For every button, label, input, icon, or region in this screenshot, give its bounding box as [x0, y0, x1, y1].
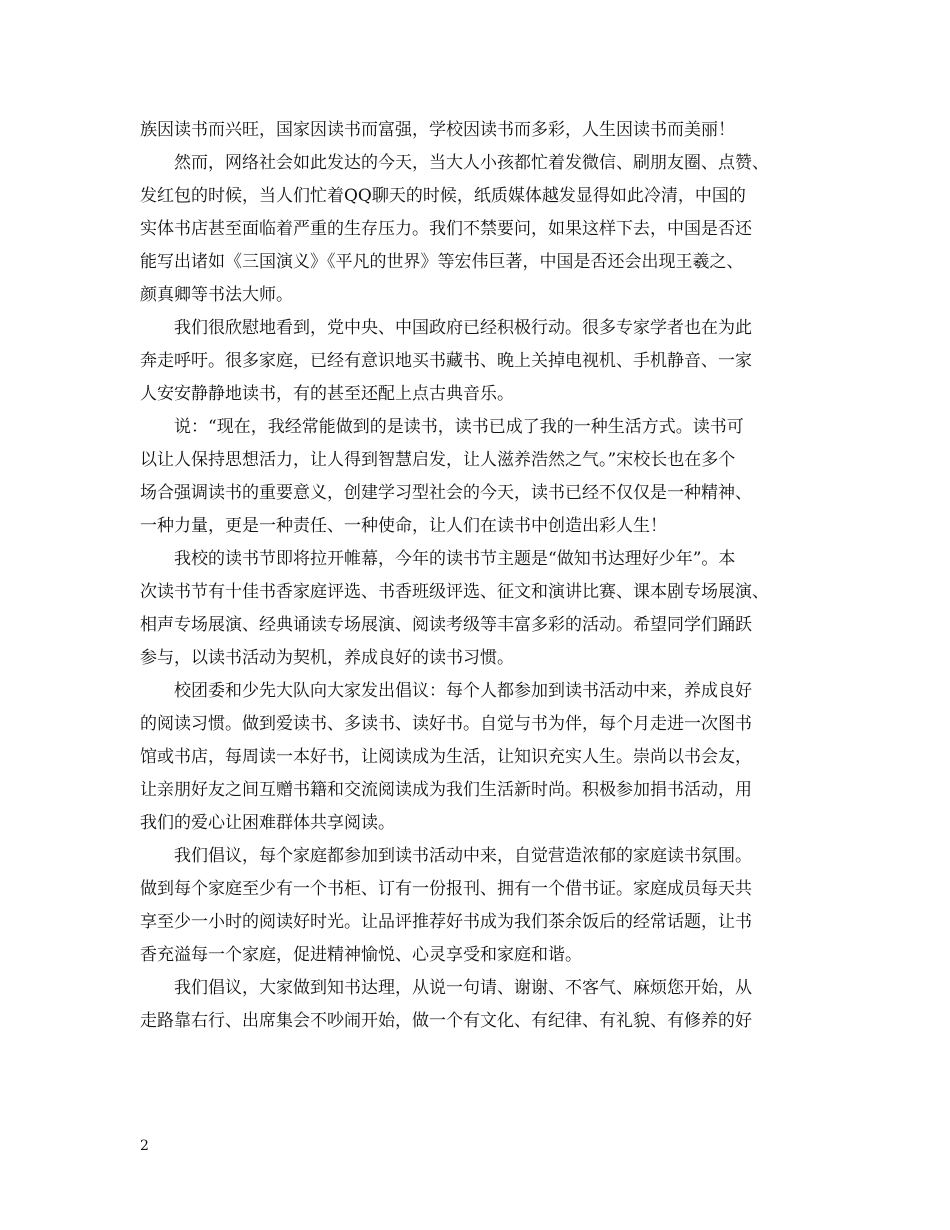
text-line: 我们倡议，大家做到知书达理，从说一句请、谢谢、不客气、麻烦您开始，从	[140, 978, 752, 998]
text-line: 发红包的时候，当人们忙着QQ聊天的时候，纸质媒体越发显得如此冷清，中国的	[140, 186, 746, 206]
text-line: 的阅读习惯。做到爱读书、多读书、读好书。自觉与书为伴，每个月走进一次图书	[140, 714, 752, 734]
text-line: 享至少一小时的阅读好时光。让品评推荐好书成为我们茶余饭后的经常话题，让书	[140, 912, 752, 932]
text-line: 馆或书店，每周读一本好书，让阅读成为生活，让知识充实人生。崇尚以书会友，	[140, 747, 752, 767]
text-line: 校团委和少先大队向大家发出倡议：每个人都参加到读书活动中来，养成良好	[140, 681, 752, 701]
text-line: 说：“现在，我经常能做到的是读书，读书已成了我的一种生活方式。读书可	[140, 417, 744, 437]
text-line: 次读书节有十佳书香家庭评选、书香班级评选、征文和演讲比赛、课本剧专场展演、	[140, 582, 769, 602]
text-line: 颜真卿等书法大师。	[140, 285, 293, 305]
text-line: 我们倡议，每个家庭都参加到读书活动中来，自觉营造浓郁的家庭读书氛围。	[140, 846, 752, 866]
text-line: 人安安静静地读书，有的甚至还配上点古典音乐。	[140, 384, 514, 404]
body-text	[140, 114, 830, 1038]
text-line: 相声专场展演、经典诵读专场展演、阅读考级等丰富多彩的活动。希望同学们踊跃	[140, 615, 752, 635]
text-line: 一种力量，更是一种责任、一种使命，让人们在读书中创造出彩人生！	[140, 516, 667, 536]
text-line: 做到每个家庭至少有一个书柜、订有一份报刊、拥有一个借书证。家庭成员每天共	[140, 879, 752, 899]
text-line: 让亲朋好友之间互赠书籍和交流阅读成为我们生活新时尚。积极参加捐书活动，用	[140, 780, 752, 800]
text-line: 实体书店甚至面临着严重的生存压力。我们不禁要问，如果这样下去，中国是否还	[140, 219, 752, 239]
text-line: 奔走呼吁。很多家庭，已经有意识地买书藏书、晚上关掉电视机、手机静音、一家	[140, 351, 752, 371]
text-line: 我们的爱心让困难群体共享阅读。	[140, 813, 395, 833]
text-line: 我们很欣慰地看到，党中央、中国政府已经积极行动。很多专家学者也在为此	[140, 318, 752, 338]
text-line: 族因读书而兴旺，国家因读书而富强，学校因读书而多彩，人生因读书而美丽！	[140, 120, 735, 140]
text-line: 参与，以读书活动为契机，养成良好的读书习惯。	[140, 648, 514, 668]
text-line: 香充溢每一个家庭，促进精神愉悦、心灵享受和家庭和谐。	[140, 945, 582, 965]
text-line: 然而，网络社会如此发达的今天，当大人小孩都忙着发微信、刷朋友圈、点赞、	[140, 153, 769, 173]
text-line: 我校的读书节即将拉开帷幕，今年的读书节主题是“做知书达理好少年”。本	[140, 549, 736, 569]
page-number: 2	[140, 1138, 149, 1154]
text-line: 走路靠右行、出席集会不吵闹开始，做一个有文化、有纪律、有礼貌、有修养的好	[140, 1011, 752, 1031]
text-line: 能写出诸如《三国演义》《平凡的世界》等宏伟巨著，中国是否还会出现王羲之、	[140, 252, 744, 272]
text-line: 以让人保持思想活力，让人得到智慧启发，让人滋养浩然之气。”宋校长也在多个	[140, 450, 736, 470]
text-line: 场合强调读书的重要意义，创建学习型社会的今天，读书已经不仅仅是一种精神、	[140, 483, 752, 503]
